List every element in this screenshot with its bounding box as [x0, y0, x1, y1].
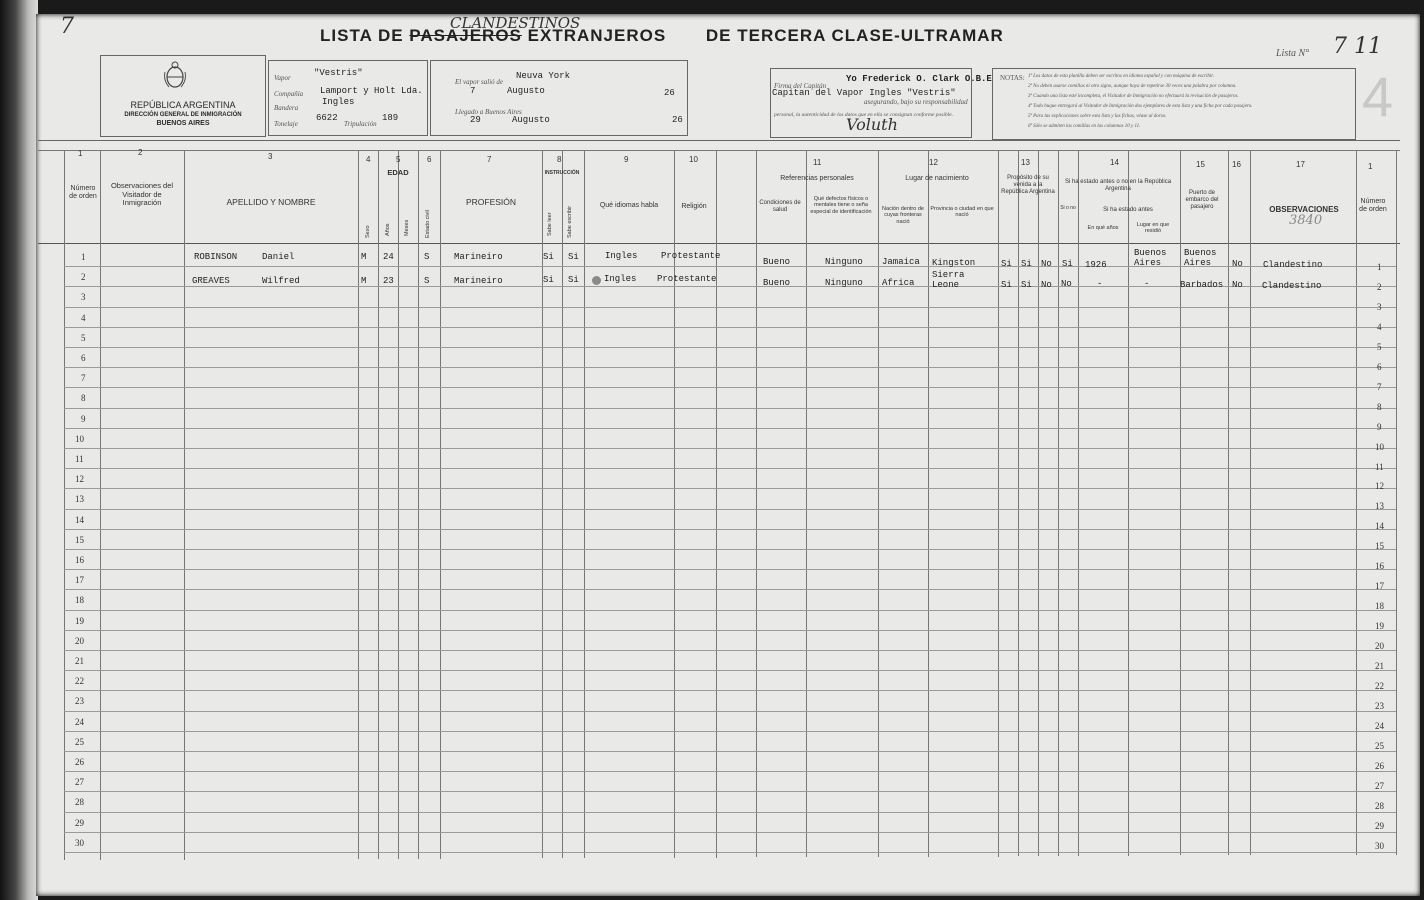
- row-number-right: 5: [1377, 341, 1382, 352]
- hdr-puerto: Puerto de embarco del pasajero: [1185, 190, 1219, 210]
- row-number-right: 26: [1375, 760, 1384, 771]
- hdr-numero-orden: Número de orden: [69, 185, 97, 201]
- column-rule: [64, 150, 65, 860]
- row-number: 8: [81, 393, 86, 404]
- row-number: 24: [75, 716, 84, 727]
- column-rule: [418, 150, 419, 859]
- colnum-16: 16: [1232, 160, 1241, 169]
- captain-signature: Voluth: [846, 115, 898, 134]
- observacion: Clandestino: [1262, 281, 1322, 291]
- row-number-right: 10: [1375, 441, 1384, 452]
- anios-antes: -: [1097, 279, 1103, 289]
- hdr-sabe-escribir: Sabe escribir: [567, 205, 573, 238]
- row-rule: [64, 751, 1396, 752]
- row-number: 11: [75, 454, 84, 464]
- row-number: 30: [75, 837, 84, 848]
- row-number: 18: [75, 595, 84, 606]
- note-5: 5ª Para las explicaciones sobre esta lista y las fichas, véase al dorso.: [1028, 114, 1167, 119]
- col-16: No: [1232, 259, 1243, 269]
- row-number: 15: [75, 534, 84, 545]
- col-16: No: [1232, 280, 1243, 290]
- row-number-right: 23: [1375, 700, 1384, 711]
- row-number-right: 7: [1377, 381, 1382, 392]
- hdr-edad: EDAD: [387, 168, 409, 177]
- proposito-2: Si: [1021, 280, 1032, 290]
- tonelaje-value: 6622: [316, 113, 338, 123]
- row-number-right: 18: [1375, 601, 1384, 612]
- proposito-1: Si: [1001, 280, 1012, 290]
- row-number-right: 22: [1375, 680, 1384, 691]
- ink-blot: [592, 276, 601, 285]
- row-number: 13: [75, 494, 84, 505]
- hdr-defectos: Qué defectos físicos o mentales tiene o seña especial de identificación: [810, 196, 872, 215]
- row-rule: [64, 448, 1396, 449]
- row-number-right: 30: [1375, 840, 1384, 851]
- row-number: 14: [75, 514, 84, 525]
- lista-number: 7 11: [1333, 34, 1382, 59]
- hdr-meses: Meses: [404, 219, 410, 236]
- sexo: M: [361, 276, 367, 286]
- row-number-right: 14: [1375, 521, 1384, 532]
- row-rule: [64, 307, 1396, 308]
- compania-label: Compañía: [274, 90, 304, 98]
- column-rule: [378, 150, 379, 859]
- row-rule: [64, 610, 1396, 611]
- row-rule: [64, 771, 1396, 772]
- row-number: 12: [75, 474, 84, 485]
- colnum-2: 2: [138, 148, 143, 157]
- llegado-mes: Augusto: [512, 115, 550, 125]
- row-number: 27: [75, 777, 84, 788]
- ledger-page: [36, 14, 1420, 896]
- page-title: [320, 26, 1004, 46]
- row-number-right: 29: [1375, 820, 1384, 831]
- row-rule: [64, 852, 1396, 853]
- hdr-provincia: Provincia o ciudad en que nació: [930, 206, 994, 219]
- colnum-7: 7: [487, 155, 492, 164]
- nacion: Africa: [882, 278, 915, 288]
- row-number: 26: [75, 757, 84, 767]
- row-number: 23: [75, 696, 84, 707]
- row-number-right: 28: [1375, 800, 1384, 811]
- obs-handwritten-number: 3840: [1289, 213, 1323, 228]
- coat-of-arms-icon: [163, 60, 187, 90]
- agency-line2: DIRECCIÓN GENERAL DE INMIGRACIÓN: [124, 112, 242, 118]
- hdr-condiciones: Condiciones de salud: [759, 200, 801, 213]
- profesion: Marineiro: [454, 276, 503, 286]
- row-number: 17: [75, 575, 84, 586]
- handwritten-clandestinos: CLANDESTINOS: [450, 14, 581, 32]
- colnum-9: 9: [624, 155, 629, 164]
- row-number-right: 16: [1375, 561, 1384, 572]
- defectos: Ninguno: [825, 257, 863, 267]
- apellido: GREAVES: [192, 276, 230, 286]
- agency-block: [100, 55, 266, 137]
- nacion: Jamaica: [882, 257, 920, 267]
- hdr-profesion: PROFESIÓN: [465, 197, 517, 207]
- hdr-proposito: Propósito de su venida a la República Argentina: [1001, 175, 1055, 195]
- book-spine: [0, 0, 38, 900]
- header-bottom-rule: [38, 243, 1400, 244]
- colnum-11: 11: [813, 158, 822, 167]
- note-4: 4ª Todo buque entregará al Visitador de Inmigración dos ejemplares de esta lista y una ficha por cada pasajero.: [1028, 104, 1253, 109]
- note-6: 6ª Sólo se admiten las comillas en las columnas 10 y 11.: [1028, 124, 1141, 129]
- sexo: M: [361, 252, 367, 262]
- row-rule: [64, 630, 1396, 631]
- row-number: 4: [81, 312, 86, 323]
- note-3: 3ª Cuando una lista esté incompleta, el Visitador de Inmigración no efectuará la revisación de pasajeros.: [1028, 94, 1239, 99]
- hdr-apellido: APELLIDO Y NOMBRE: [226, 197, 316, 207]
- row-number: 1: [81, 252, 86, 262]
- row-number: 25: [75, 736, 84, 747]
- hdr-instruccion: INSTRUCCIÓN: [544, 170, 580, 176]
- salio-mes: Augusto: [507, 86, 545, 96]
- row-rule: [64, 812, 1396, 813]
- bandera-value: Ingles: [322, 97, 355, 107]
- note-1: 1ª Los datos de esta planilla deben ser escritos en idioma español y con máquina de escribir.: [1028, 74, 1214, 79]
- colnum-1: 1: [78, 149, 83, 158]
- hdr-si-no: Si o no: [1060, 205, 1076, 211]
- hdr-numero-orden-right: Número de orden: [1359, 198, 1387, 214]
- agency-line3: BUENOS AIRES: [156, 120, 210, 127]
- puerto: Buenos Aires: [1184, 248, 1217, 268]
- bandera-label: Bandera: [274, 104, 299, 112]
- estado-civil: S: [424, 252, 430, 262]
- nombre: Daniel: [262, 252, 295, 262]
- colnum-4: 4: [366, 155, 371, 164]
- row-number-right: 27: [1375, 780, 1384, 791]
- hdr-si-ha-estado: Si ha estado antes: [1103, 207, 1153, 213]
- llegado-dia: 29: [470, 115, 481, 125]
- colnum-10: 10: [689, 155, 698, 164]
- proposito-1: Si: [1001, 259, 1012, 269]
- agency-line1: REPÚBLICA ARGENTINA: [130, 100, 236, 110]
- row-number-right: 9: [1377, 421, 1382, 432]
- title-suffix: DE TERCERA CLASE-ULTRAMAR: [705, 26, 1004, 45]
- row-number-right: 21: [1375, 661, 1384, 671]
- estado-antes: No: [1061, 279, 1072, 289]
- compania-value: Lamport y Holt Lda.: [320, 86, 423, 96]
- colnum-12: 12: [929, 158, 938, 167]
- estado-antes: Si: [1062, 259, 1073, 269]
- row-rule: [64, 670, 1396, 671]
- corner-handwritten-mark: 7: [60, 14, 74, 39]
- colnum-3: 3: [268, 152, 273, 161]
- column-rule: [398, 150, 399, 859]
- row-number: 6: [81, 353, 86, 363]
- vapor-label: Vapor: [274, 74, 291, 82]
- hdr-estado-civil: Estado civil: [425, 210, 431, 238]
- row-rule: [64, 347, 1396, 348]
- colnum-13: 13: [1021, 158, 1030, 167]
- row-rule: [64, 832, 1396, 833]
- row-rule: [64, 408, 1396, 409]
- row-rule: [64, 650, 1396, 651]
- row-number: 28: [75, 797, 84, 808]
- row-number: 21: [75, 656, 84, 666]
- hdr-religion: Religión: [681, 203, 707, 210]
- provincia: Kingston: [932, 258, 976, 268]
- idioma: Ingles: [605, 251, 638, 261]
- column-rule: [440, 150, 441, 859]
- row-number: 20: [75, 635, 84, 646]
- row-number: 22: [75, 676, 84, 687]
- colnum-5: 5: [396, 155, 401, 164]
- captain-line1: Yo Frederick O. Clark O.B.E: [846, 74, 992, 84]
- row-number-right: 12: [1375, 481, 1384, 492]
- puerto: Barbados: [1180, 280, 1224, 290]
- firma-label: Firma del Capitán: [774, 82, 827, 90]
- observacion: Clandestino: [1263, 260, 1323, 270]
- row-number-right: 17: [1375, 581, 1384, 592]
- row-number: 3: [81, 292, 86, 303]
- row-number-right: 6: [1377, 361, 1382, 372]
- row-rule: [64, 549, 1396, 550]
- row-rule: [64, 569, 1396, 570]
- colnum-17: 17: [1296, 160, 1305, 169]
- row-rule: [64, 731, 1396, 732]
- llegado-anio: 26: [672, 115, 683, 125]
- hdr-lugar-residio: Lugar en que residió: [1136, 222, 1170, 235]
- row-rule: [64, 509, 1396, 510]
- captain-line2: Capitan del Vapor Ingles "Vestris": [772, 88, 956, 98]
- header-top-rule: [38, 140, 1400, 141]
- hdr-observaciones: OBSERVACIONES: [1269, 205, 1339, 214]
- row-number: 5: [81, 332, 86, 343]
- row-number-right: 2: [1377, 281, 1382, 292]
- row-rule: [64, 488, 1396, 489]
- captain-personal: personal, la autenticidad de los datos que en ella se consignan conforme posible.: [774, 112, 954, 118]
- row-rule: [64, 367, 1396, 368]
- row-number-right: 8: [1377, 401, 1382, 412]
- row-rule: [64, 711, 1396, 712]
- row-rule: [64, 428, 1396, 429]
- hdr-idiomas: Qué idiomas habla: [599, 202, 659, 209]
- row-number-right: 24: [1375, 720, 1384, 731]
- row-rule: [64, 529, 1396, 530]
- lugar-residio: Buenos Aires: [1134, 248, 1167, 268]
- defectos: Ninguno: [825, 278, 863, 288]
- salio-value: Neuva York: [516, 71, 571, 81]
- lista-label: Lista N°: [1276, 48, 1310, 59]
- proposito-2: Si: [1021, 259, 1032, 269]
- row-number: 29: [75, 817, 84, 828]
- religion: Protestante: [657, 274, 717, 284]
- hdr-lugar-nacimiento: Lugar de nacimiento: [905, 175, 969, 182]
- column-rule: [1180, 150, 1181, 855]
- column-rule: [1228, 150, 1229, 855]
- salud: Bueno: [763, 257, 791, 267]
- edad-anios: 24: [383, 252, 394, 262]
- title-prefix: LISTA DE: [320, 26, 404, 45]
- salio-dia: 7: [470, 86, 476, 96]
- edad-anios: 23: [383, 276, 394, 286]
- apellido: ROBINSON: [194, 252, 238, 262]
- estado-civil: S: [424, 276, 430, 286]
- row-rule: [64, 791, 1396, 792]
- hdr-en-que-anios: En qué años: [1087, 225, 1119, 231]
- row-number: 10: [75, 433, 84, 444]
- tripulacion-value: 189: [382, 113, 399, 123]
- row-number-right: 4: [1377, 321, 1382, 332]
- proposito-3: No: [1041, 280, 1052, 290]
- column-rule: [358, 150, 359, 859]
- colnum-15: 15: [1196, 160, 1205, 169]
- row-rule: [64, 589, 1396, 590]
- anios-antes: 1926: [1085, 260, 1107, 270]
- row-number: 19: [75, 615, 84, 626]
- column-rule: [1250, 150, 1251, 855]
- row-rule: [64, 468, 1396, 469]
- hdr-anios: Años: [385, 223, 391, 236]
- row-rule: [64, 327, 1396, 328]
- nombre: Wilfred: [262, 276, 300, 286]
- vapor-value: "Vestris": [314, 68, 363, 78]
- proposito-3: No: [1041, 259, 1052, 269]
- hdr-referencias: Referencias personales: [780, 175, 854, 182]
- note-2: 2ª No deben usarse comillas ni otro signo, aunque haya de repetirse 30 veces una palabra por columna.: [1028, 84, 1237, 89]
- column-rule: [184, 150, 185, 860]
- column-rule: [1078, 150, 1079, 856]
- row-number-right: 15: [1375, 541, 1384, 552]
- salud: Bueno: [763, 278, 791, 288]
- title-struck-word: PASAJEROS: [409, 26, 522, 45]
- row-number-right: 11: [1375, 461, 1384, 472]
- title-mid: EXTRANJEROS: [527, 26, 667, 45]
- row-number-right: 20: [1375, 641, 1384, 652]
- row-number: 7: [81, 373, 86, 384]
- column-rule: [1128, 150, 1129, 856]
- column-rule: [1356, 150, 1357, 855]
- tonelaje-label: Tonelaje: [274, 120, 298, 128]
- hdr-sabe-leer: Sabe leer: [547, 212, 553, 236]
- colnum-8: 8: [557, 155, 562, 164]
- row-number-right: 13: [1375, 501, 1384, 512]
- provincia: Sierra Leone: [932, 270, 965, 290]
- colnum-6: 6: [427, 155, 432, 164]
- notes-label: NOTAS:: [1000, 74, 1025, 82]
- tripulacion-label: Tripulación: [344, 120, 377, 128]
- captain-asegurando: asegurando, bajo su responsabilidad: [864, 98, 968, 106]
- sabe-leer: Si: [543, 275, 554, 285]
- profesion: Marineiro: [454, 252, 503, 262]
- lugar-residio: -: [1144, 279, 1150, 289]
- row-number-right: 25: [1375, 740, 1384, 751]
- sabe-escribir: Si: [568, 275, 579, 285]
- row-number-right: 19: [1375, 621, 1384, 632]
- hdr-estado-antes: Si ha estado antes o no en la República Argentina: [1064, 179, 1172, 192]
- row-rule: [64, 690, 1396, 691]
- sabe-escribir: Si: [568, 252, 579, 262]
- salio-label: El vapor salió de: [455, 78, 504, 86]
- row-number: 9: [81, 413, 86, 424]
- hdr-sexo: Sexo: [365, 225, 371, 238]
- colnum-1-right: 1: [1368, 162, 1373, 171]
- row-number-right: 3: [1377, 301, 1382, 312]
- header-number-rule: [38, 150, 1400, 151]
- row-number-right: 1: [1377, 262, 1382, 272]
- column-rule: [1396, 150, 1397, 855]
- row-number: 2: [81, 272, 86, 283]
- hdr-observaciones-visitador: Observaciones del Visitador de Inmigración: [110, 181, 174, 208]
- colnum-14: 14: [1110, 158, 1119, 167]
- idioma: Ingles: [604, 274, 637, 284]
- faded-stamp: 4: [1362, 65, 1394, 128]
- religion: Protestante: [661, 251, 721, 261]
- llegado-label: Llegado a Buenos Aires: [455, 108, 522, 116]
- row-rule: [64, 387, 1396, 388]
- column-rule: [100, 150, 101, 860]
- salio-anio: 26: [664, 88, 675, 98]
- row-number: 16: [75, 555, 84, 565]
- sabe-leer: Si: [543, 252, 554, 262]
- hdr-nacion: Nación dentro de cuyas fronteras nació: [882, 206, 924, 225]
